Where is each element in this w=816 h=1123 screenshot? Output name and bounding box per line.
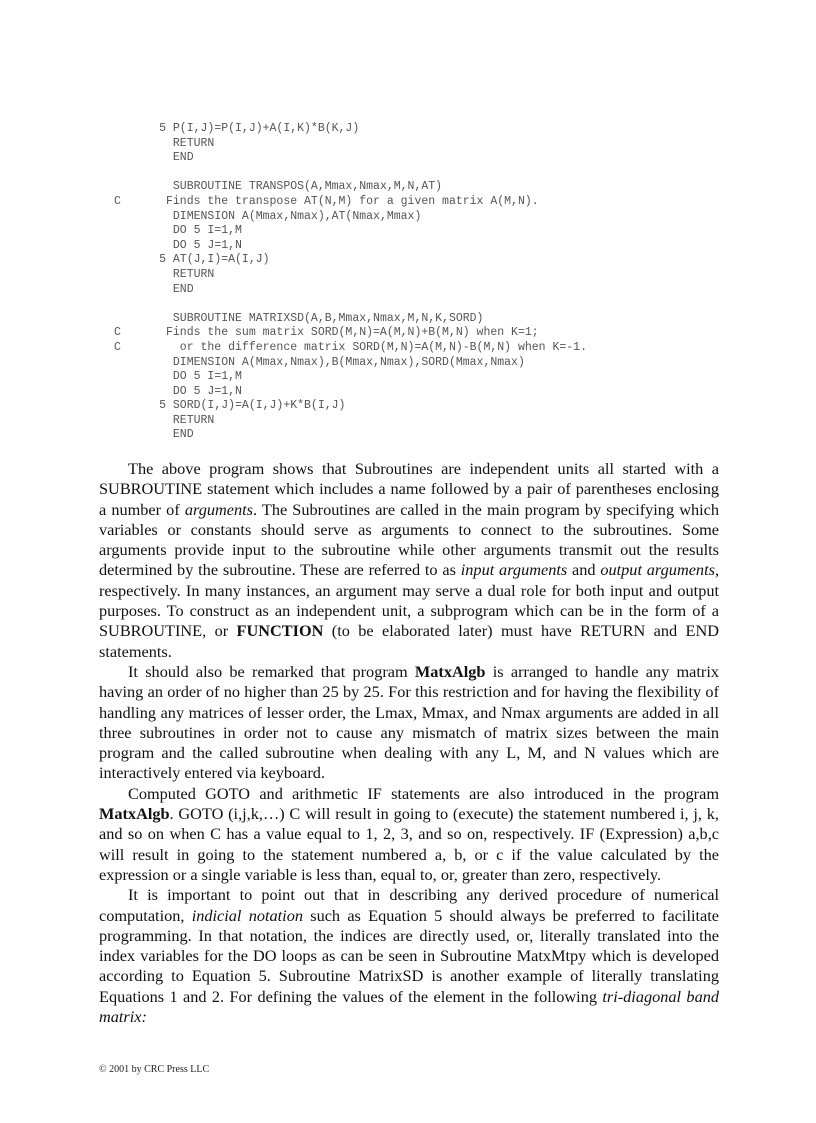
paragraph [99, 662, 719, 784]
emphasis-text: output arguments [600, 560, 715, 580]
code-line-text: DIMENSION A(Mmax,Nmax),AT(Nmax,Mmax) [172, 209, 422, 223]
paragraph-text: It is important to point out that in describing any derived procedure of numerical computation, [99, 885, 719, 925]
code-line-label: C [114, 326, 121, 340]
paragraph-text: . GOTO (i,j,k,…) C will result in going to (execute) the statement numbered i, j, k, and so on when C has a value equal to 1, 2, 3, and so on, respectively. IF (Expression) a,b,c will result in going to the statement numbered a, b, or c if the value calculated by the expression or a single variable is less than, equal to, or, greater than zero, respectively. [99, 804, 719, 884]
emphasis-text: arguments [184, 499, 253, 519]
code-line-text: RETURN [172, 136, 215, 150]
code-line-text: RETURN [172, 267, 215, 281]
paragraph-text: such as Equation 5 should always be preferred to facilitate programming. In that notation, the indices are directly used, or, literally translated into the index variables for the DO loops as can be seen in Subroutine MatxMtpy which is developed according to Equation 5. Subroutine MatrixSD is another example of literally translating Equations 1 and 2. For defining the values of the element in the following [99, 905, 720, 1006]
code-line-text: RETURN [172, 413, 215, 427]
emphasis-text: FUNCTION [236, 621, 324, 641]
code-line [110, 385, 587, 400]
code-line [110, 326, 587, 341]
paragraph [99, 459, 719, 662]
code-line-text: DO 5 I=1,M [172, 224, 242, 238]
emphasis-text: tri-diagonal band matrix: [99, 986, 719, 1027]
code-line-text: DO 5 J=1,N [172, 238, 242, 252]
code-line [110, 341, 587, 356]
code-line [110, 166, 587, 181]
code-line-text: Finds the transpose AT(N,M) for a given matrix A(M,N). [166, 194, 539, 208]
paragraph [99, 784, 719, 885]
code-line [110, 180, 587, 195]
code-line [110, 297, 587, 312]
paragraph-text: Computed GOTO and arithmetic IF statements are also introduced in the program [128, 783, 719, 803]
code-line-text: P(I,J)=P(I,J)+A(I,K)*B(K,J) [172, 122, 360, 135]
code-line [110, 356, 587, 371]
code-line [110, 210, 587, 225]
code-line-label: C [114, 340, 121, 354]
code-line-label: 5 [159, 253, 166, 267]
code-line [110, 224, 587, 239]
code-line-text: AT(J,I)=A(I,J) [172, 253, 270, 267]
emphasis-text: indicial notation [191, 905, 303, 925]
code-line-text: SORD(I,J)=A(I,J)+K*B(I,J) [172, 399, 346, 413]
code-line [110, 414, 587, 429]
code-line [110, 370, 587, 385]
code-line-label: 5 [159, 122, 166, 135]
copyright-footer: © 2001 by CRC Press LLC [99, 1064, 210, 1075]
code-line-text: Finds the sum matrix SORD(M,N)=A(M,N)+B(M,N) when K=1; [166, 326, 539, 340]
paragraph-text: (to be elaborated later) must have RETURN and END statements. [99, 621, 720, 661]
code-line [110, 137, 587, 152]
emphasis-text: MatxAlgb [99, 804, 170, 824]
code-line-text: END [172, 151, 194, 165]
code-line [110, 195, 587, 210]
paragraph-text: is arranged to handle any matrix having an order of no higher than 25 by 25. For this restriction and for having the flexibility of handling any matrices of lesser order, the Lmax, Mmax, and Nmax arguments are added in all three subroutines in order not to cause any mismatch of matrix sizes between the main program and the called subroutine when dealing with any L, M, and N values which are interactively entered via keyboard. [99, 661, 719, 783]
emphasis-text: MatxAlgb [414, 661, 486, 681]
code-line [110, 151, 587, 166]
body-text [99, 459, 719, 1027]
code-line [110, 428, 587, 443]
code-line [110, 399, 587, 414]
code-line-text: DIMENSION A(Mmax,Nmax),B(Mmax,Nmax),SORD(Mmax,Nmax) [172, 355, 525, 369]
code-line [110, 253, 587, 268]
code-listing [110, 122, 587, 443]
code-line-text: SUBROUTINE TRANSPOS(A,Mmax,Nmax,M,N,AT) [172, 180, 443, 194]
paragraph-text: The above program shows that Subroutines are independent units all started with a SUBROUTINE statement which includes a name followed by a pair of parentheses enclosing a number of [99, 459, 719, 519]
code-line-text: END [172, 428, 194, 442]
code-line-text: END [172, 282, 194, 296]
code-line-text: DO 5 J=1,N [172, 384, 242, 398]
code-line [110, 122, 587, 137]
paragraph-text: . The Subroutines are called in the main program by specifying which variables or constants should serve as arguments to connect to the subroutines. Some arguments provide input to the subroutine while other arguments transmit out the results determined by the subroutine. These are referred to as [99, 499, 719, 580]
paragraph-text: It should also be remarked that program [128, 661, 415, 681]
paragraph [99, 885, 719, 1027]
code-line-text: SUBROUTINE MATRIXSD(A,B,Mmax,Nmax,M,N,K,SORD) [172, 311, 484, 325]
emphasis-text: input arguments [460, 560, 568, 580]
code-line [110, 239, 587, 254]
paragraph-text: , respectively. In many instances, an argument may serve a dual role for both input and output purposes. To construct as an independent unit, a subprogram which can be in the form of a SUBROUTINE, or [99, 560, 720, 641]
code-line-label: 5 [159, 399, 166, 413]
code-line-label: C [114, 194, 121, 208]
code-line [110, 268, 587, 283]
paragraph-text: and [567, 560, 601, 580]
code-line [110, 283, 587, 298]
code-line-text: or the difference matrix SORD(M,N)=A(M,N)-B(M,N) when K=-1. [166, 340, 587, 354]
code-line-text: DO 5 I=1,M [172, 370, 242, 384]
code-line [110, 312, 587, 327]
